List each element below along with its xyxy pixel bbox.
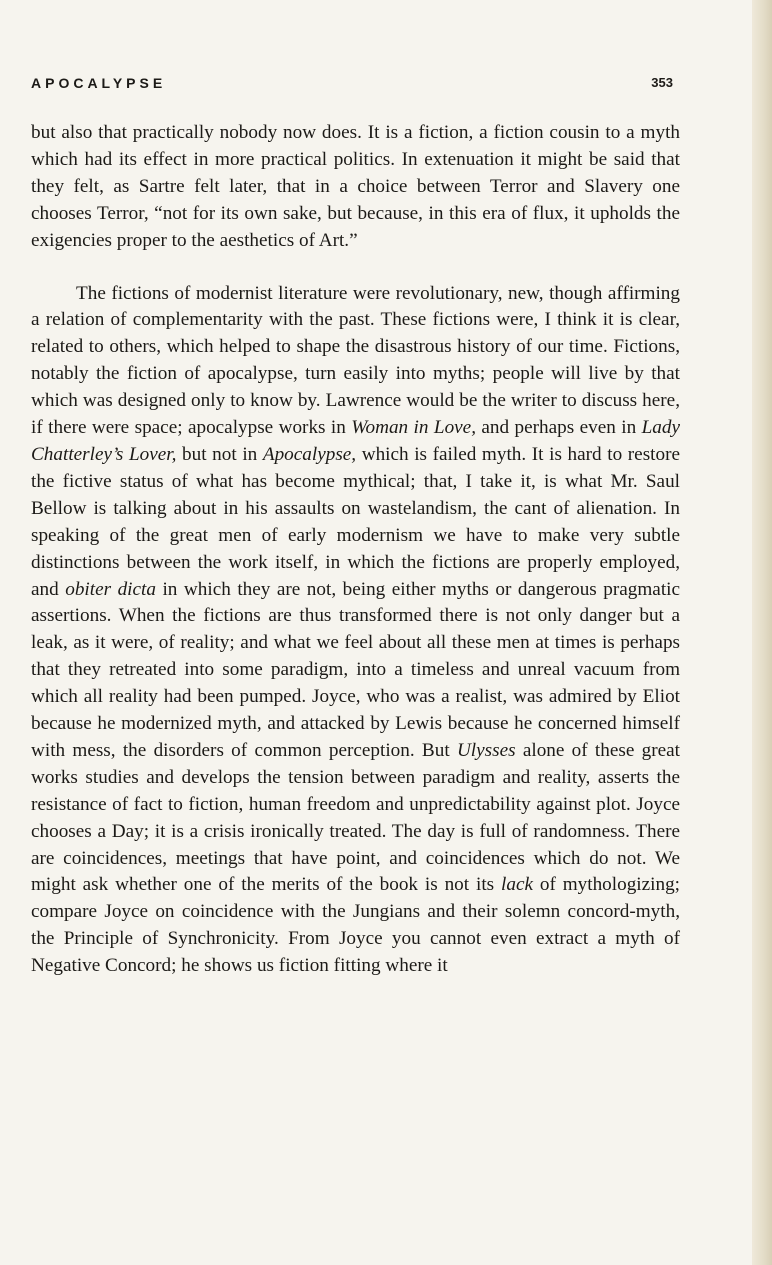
italic-text-run: Apocalypse, [262, 443, 357, 465]
text-run: but also that practically nobody now does. It is a fiction, a fiction cousin to a myth which had its effect in more practical politics. In extenuation it might be said that they felt, as Sartre felt later, that in a choice between Terror and Slavery one chooses Terror, “not for its own sake, but because, in this era of flux, it upholds the exigencies proper to the aesthetics of Art.” [31, 122, 680, 251]
italic-text-run: lack [501, 874, 533, 896]
page-number: 353 [651, 75, 673, 90]
text-run: and perhaps even in [476, 417, 642, 439]
text-run: of mythologizing; compare Joyce on coincidence with the Jungians and their solemn concord-myth, the Principle of Synchronicity. From Joyce you cannot even extract a myth of Negative Concord; he shows us fiction fitting where it [31, 874, 680, 977]
italic-text-run: Lady Chatterley’s Lover, [31, 417, 680, 465]
text-run: in which they are not, being either myths or dangerous pragmatic assertions. When the fictions are thus transformed there is not only danger but a leak, as it were, of reality; and what we feel about all these men at times is perhaps that they retreated into some paradigm, into a timeless and unreal vacuum from which all reality had been pumped. Joyce, who was a realist, was admired by Eliot because he modernized myth, and attacked by Lewis because he concerned himself with mess, the disorders of common perception. But [31, 578, 680, 761]
running-head-title: APOCALYPSE [31, 75, 167, 91]
text-run: but not in [176, 443, 263, 465]
page-edge [752, 0, 772, 1265]
text-run: which is failed myth. It is hard to restore the fictive status of what has become mythical; that, I take it, is what Mr. Saul Bellow is talking about in his assaults on wastelandism, the cant of alienation. In speaking of the great men of early modernism we have to make very subtle distinctions between the work itself, in which the fictions are properly employed, and [31, 443, 680, 600]
italic-text-run: obiter dicta [65, 578, 156, 600]
text-run: The fictions of modernist literature were revolutionary, new, though affirming a relation of complementarity with the past. These fictions were, I think it is clear, related to others, which helped to shape the disastrous history of our time. Fictions, notably the fiction of apocalypse, turn easily into myths; people will live by that which was designed only to know by. Lawrence would be the writer to discuss here, if there were space; apocalypse works in [31, 282, 680, 439]
paragraph-1 [31, 120, 680, 255]
italic-text-run: Ulysses [456, 739, 516, 761]
running-header [31, 75, 671, 99]
italic-text-run: Woman in Love, [351, 417, 476, 439]
text-run: alone of these great works studies and develops the tension between paradigm and reality, asserts the resistance of fact to fiction, human freedom and unpredictability against plot. Joyce chooses a Day; it is a crisis ironically treated. The day is full of randomness. There are coincidences, meetings that have point, and coincidences which do not. We might ask whether one of the merits of the book is not its [31, 739, 680, 896]
paragraph-2 [31, 281, 680, 981]
body-text [31, 120, 680, 980]
